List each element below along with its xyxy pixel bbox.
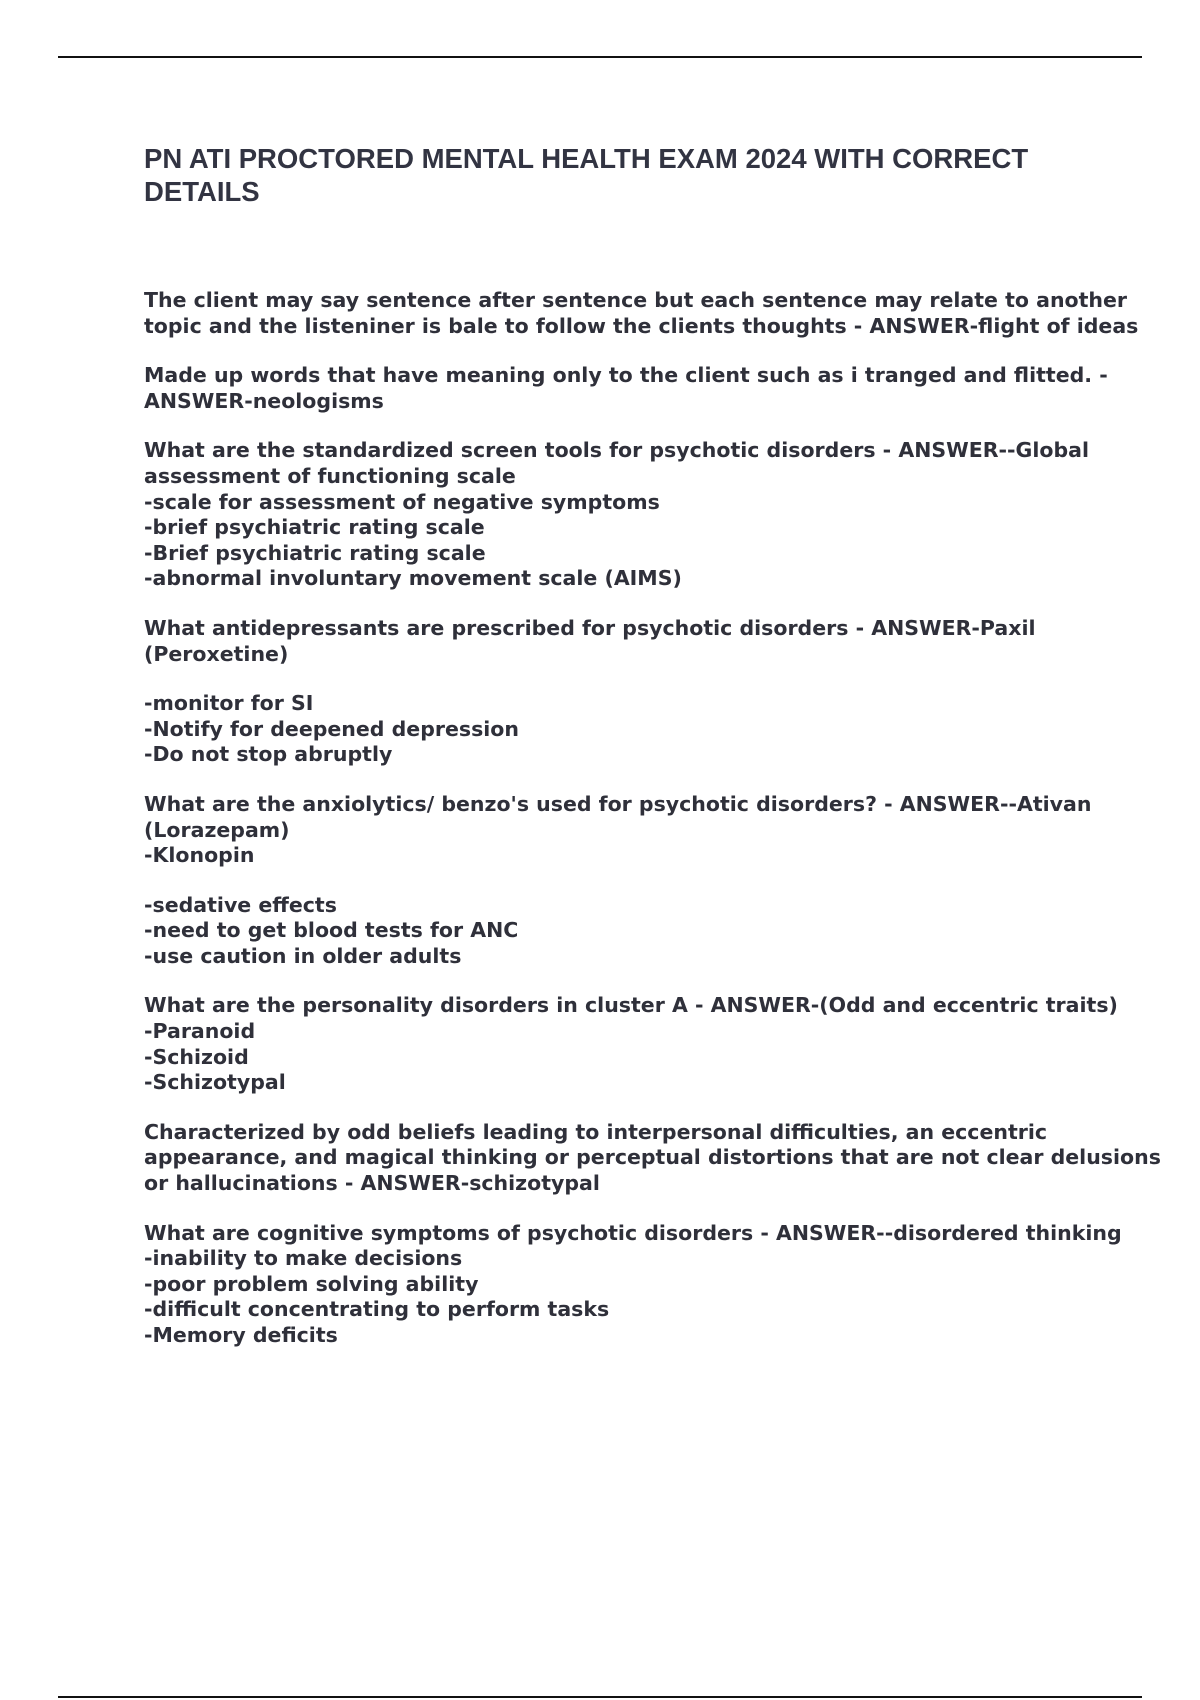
entry-line: topic and the listeniner is bale to follow the clients thoughts - ANSWER-flight of ideas xyxy=(144,313,1139,338)
entry-line: What antidepressants are prescribed for psychotic disorders - ANSWER-Paxil xyxy=(144,615,1036,640)
entry-line: -abnormal involuntary movement scale (AIMS) xyxy=(144,566,682,591)
entry-line: -Memory deficits xyxy=(144,1323,338,1347)
qa-entry xyxy=(144,288,1139,339)
qa-entry xyxy=(144,438,1094,592)
entry-line: -brief psychiatric rating scale xyxy=(144,515,485,540)
entry-line: (Lorazepam) xyxy=(144,817,290,842)
entry-line: appearance, and magical thinking or perceptual distortions that are not clear delusions xyxy=(144,1145,1161,1170)
qa-list xyxy=(144,288,1161,1373)
entry-line: -inability to make decisions xyxy=(144,1246,463,1271)
entry-line: or hallucinations - ANSWER-schizotypal xyxy=(144,1171,600,1196)
qa-entry xyxy=(144,691,1094,768)
entry-line: -Schizotypal xyxy=(144,1070,286,1095)
qa-entry xyxy=(144,363,1108,414)
entry-line: -monitor for SI xyxy=(144,691,314,716)
entry-line: What are the personality disorders in cluster A - ANSWER-(Odd and eccentric traits) xyxy=(144,993,1118,1018)
entry-line: -difficult concentrating to perform tasks xyxy=(144,1297,610,1322)
entry-line: -scale for assessment of negative symptoms xyxy=(144,489,660,514)
qa-entry xyxy=(144,792,1094,869)
title-line: DETAILS xyxy=(144,176,260,207)
entry-line: What are cognitive symptoms of psychotic disorders - ANSWER--disordered thinking xyxy=(144,1220,1122,1245)
entry-line: -Schizoid xyxy=(144,1044,249,1069)
entry-line: Made up words that have meaning only to the client such as i tranged and flitted. - xyxy=(144,363,1108,388)
entry-line: -Brief psychiatric rating scale xyxy=(144,540,486,565)
entry-line: -Paranoid xyxy=(144,1019,256,1044)
qa-entry xyxy=(144,893,1094,970)
entry-line: -sedative effects xyxy=(144,892,337,917)
qa-entry xyxy=(144,993,1118,1095)
title-line: PN ATI PROCTORED MENTAL HEALTH EXAM 2024 WITH CORRECT xyxy=(144,143,1029,174)
entry-line: -Notify for deepened depression xyxy=(144,716,519,741)
entry-line: What are the anxiolytics/ benzo's used for psychotic disorders? - ANSWER--Ativan xyxy=(144,791,1092,816)
entry-line: -need to get blood tests for ANC xyxy=(144,918,519,943)
entry-line: -poor problem solving ability xyxy=(144,1271,479,1296)
entry-line: assessment of functioning scale xyxy=(144,463,516,488)
top-divider xyxy=(58,56,1142,58)
entry-line: What are the standardized screen tools for psychotic disorders - ANSWER--Global xyxy=(144,438,1090,463)
entry-line: (Peroxetine) xyxy=(144,641,289,666)
entry-line: ANSWER-neologisms xyxy=(144,388,384,413)
qa-entry xyxy=(144,616,1094,667)
bottom-divider xyxy=(58,1696,1142,1698)
entry-line: -Do not stop abruptly xyxy=(144,742,393,767)
qa-entry xyxy=(144,1119,1161,1197)
qa-entry xyxy=(144,1220,1122,1349)
entry-line: -Klonopin xyxy=(144,843,255,868)
entry-line: The client may say sentence after sentence but each sentence may relate to another xyxy=(144,288,1128,312)
entry-line: Characterized by odd beliefs leading to interpersonal difficulties, an eccentric xyxy=(144,1119,1048,1144)
page-title xyxy=(144,142,1094,208)
entry-line: -use caution in older adults xyxy=(144,943,462,968)
